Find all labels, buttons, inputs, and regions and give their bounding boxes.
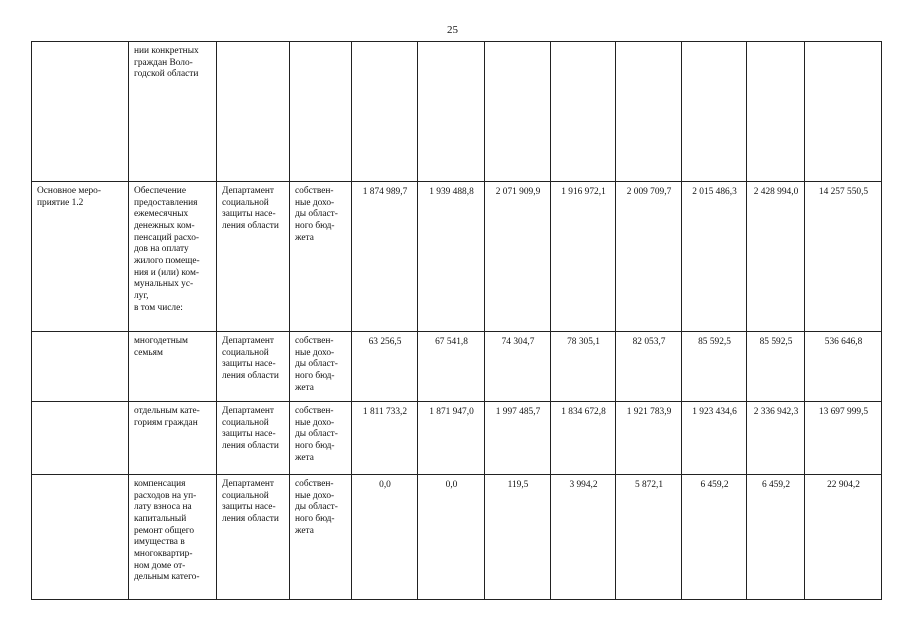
measure-cell	[32, 42, 129, 182]
year-value-cell	[551, 475, 616, 600]
year-value-cell	[485, 182, 551, 332]
value-text: 63 256,5	[368, 337, 402, 347]
funding-source-cell-text: собствен- ные дохо- ды област- ного бюд- жета	[295, 336, 338, 393]
value-text: 13 697 999,5	[818, 407, 869, 417]
year-value-cell	[485, 332, 551, 402]
funding-source-cell	[290, 332, 352, 402]
total-value-cell	[805, 182, 882, 332]
funding-source-cell	[290, 402, 352, 475]
event-name-cell	[129, 182, 217, 332]
funding-source-cell-text: собствен- ные дохо- ды област- ного бюд- жета	[295, 406, 338, 463]
value-text: 14 257 550,5	[818, 187, 869, 197]
executor-cell	[217, 182, 290, 332]
year-value-cell	[485, 475, 551, 600]
value-text: 2 336 942,3	[753, 407, 799, 417]
year-value-cell	[352, 402, 418, 475]
table-row	[32, 475, 882, 600]
year-value-cell	[682, 332, 747, 402]
year-value-cell	[747, 332, 805, 402]
value-text: 1 834 672,8	[561, 407, 606, 417]
value-text: 0,0	[445, 480, 458, 490]
value-text: 1 997 485,7	[495, 407, 541, 417]
year-value-cell	[352, 182, 418, 332]
event-name-cell-text: компенсация расходов на уп- лату взноса на капитальный ремонт общего имущества в многоквартир- ном доме от- дельным катего-	[134, 479, 200, 583]
value-text: 2 009 709,7	[626, 187, 672, 197]
event-name-cell	[129, 402, 217, 475]
value-text: 1 871 947,0	[429, 407, 474, 417]
year-value-cell	[352, 332, 418, 402]
year-value-cell	[682, 402, 747, 475]
value-text: 85 592,5	[698, 337, 731, 347]
measure-cell	[32, 332, 129, 402]
year-value-cell	[616, 182, 682, 332]
year-value-cell	[485, 42, 551, 182]
value-text: 78 305,1	[567, 337, 600, 347]
event-name-cell	[129, 332, 217, 402]
executor-cell	[217, 332, 290, 402]
table-row	[32, 182, 882, 332]
value-text: 0,0	[379, 480, 391, 490]
executor-cell-text: Департамент социальной защиты насе- ления области	[222, 406, 279, 451]
event-name-cell-text: Обеспечение предоставления ежемесячных денежных ком- пенсаций расхо- дов на оплату жилого помеще- ния и (или) ком- мунальных ус- луг, в том числе:	[134, 186, 200, 313]
measure-cell	[32, 182, 129, 332]
year-value-cell	[418, 42, 485, 182]
value-text: 74 304,7	[501, 337, 535, 347]
year-value-cell	[485, 402, 551, 475]
year-value-cell	[551, 182, 616, 332]
year-value-cell	[682, 42, 747, 182]
table-row	[32, 332, 882, 402]
funding-source-cell	[290, 42, 352, 182]
value-text: 85 592,5	[759, 337, 793, 347]
total-value-cell	[805, 332, 882, 402]
table-row	[32, 402, 882, 475]
page-number: 25	[447, 24, 458, 36]
value-text: 3 994,2	[569, 480, 598, 490]
value-text: 6 459,2	[700, 480, 729, 490]
measure-cell	[32, 475, 129, 600]
value-text: 82 053,7	[632, 337, 666, 347]
year-value-cell	[747, 182, 805, 332]
event-name-cell	[129, 42, 217, 182]
executor-cell-text: Департамент социальной защиты насе- ления области	[222, 186, 279, 231]
event-name-cell-text: многодетным семьям	[134, 336, 188, 358]
year-value-cell	[418, 402, 485, 475]
measure-cell	[32, 402, 129, 475]
year-value-cell	[352, 475, 418, 600]
value-text: 2 428 994,0	[753, 187, 799, 197]
year-value-cell	[747, 402, 805, 475]
budget-table-body	[32, 42, 882, 600]
value-text: 1 921 783,9	[626, 407, 672, 417]
year-value-cell	[551, 402, 616, 475]
year-value-cell	[616, 475, 682, 600]
year-value-cell	[682, 182, 747, 332]
year-value-cell	[352, 42, 418, 182]
year-value-cell	[418, 475, 485, 600]
value-text: 1 874 989,7	[362, 187, 408, 197]
event-name-cell-text: отдельным кате- гориям граждан	[134, 406, 200, 428]
executor-cell	[217, 42, 290, 182]
value-text: 22 904,2	[827, 480, 860, 490]
funding-source-cell-text: собствен- ные дохо- ды област- ного бюд- жета	[295, 186, 338, 243]
event-name-cell	[129, 475, 217, 600]
year-value-cell	[418, 182, 485, 332]
year-value-cell	[682, 475, 747, 600]
funding-source-cell-text: собствен- ные дохо- ды област- ного бюд- жета	[295, 479, 338, 536]
funding-source-cell	[290, 475, 352, 600]
value-text: 1 939 488,8	[429, 187, 474, 197]
year-value-cell	[551, 42, 616, 182]
year-value-cell	[747, 42, 805, 182]
total-value-cell	[805, 402, 882, 475]
value-text: 2 015 486,3	[692, 187, 737, 197]
year-value-cell	[616, 42, 682, 182]
executor-cell	[217, 475, 290, 600]
value-text: 6 459,2	[761, 480, 791, 490]
year-value-cell	[747, 475, 805, 600]
value-text: 119,5	[507, 480, 529, 490]
total-value-cell	[805, 42, 882, 182]
value-text: 1 923 434,6	[692, 407, 737, 417]
executor-cell-text: Департамент социальной защиты насе- ления области	[222, 479, 279, 524]
budget-table	[31, 41, 882, 600]
funding-source-cell	[290, 182, 352, 332]
year-value-cell	[616, 402, 682, 475]
year-value-cell	[616, 332, 682, 402]
year-value-cell	[418, 332, 485, 402]
executor-cell	[217, 402, 290, 475]
value-text: 67 541,8	[435, 337, 468, 347]
year-value-cell	[551, 332, 616, 402]
value-text: 2 071 909,9	[495, 187, 541, 197]
value-text: 536 646,8	[824, 337, 863, 347]
value-text: 5 872,1	[634, 480, 664, 490]
value-text: 1 916 972,1	[561, 187, 606, 197]
table-row	[32, 42, 882, 182]
measure-cell-text: Основное меро- приятие 1.2	[37, 186, 101, 208]
value-text: 1 811 733,2	[362, 407, 408, 417]
executor-cell-text: Департамент социальной защиты насе- ления области	[222, 336, 279, 381]
event-name-cell-text: нии конкретных граждан Воло- годской области	[134, 46, 199, 80]
total-value-cell	[805, 475, 882, 600]
